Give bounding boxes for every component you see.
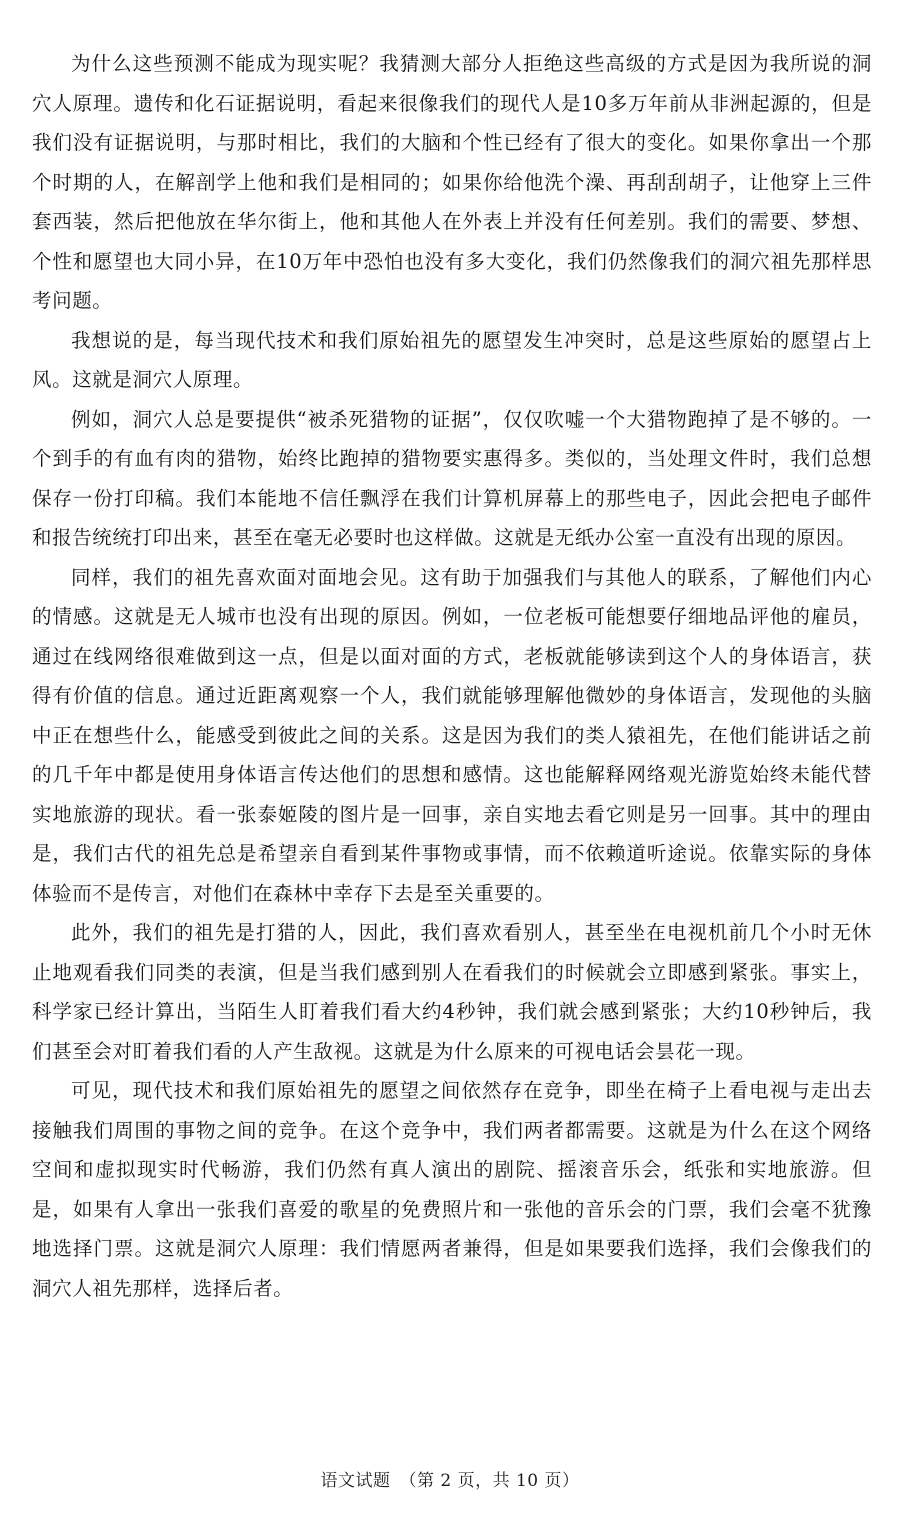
- paragraph-5: 此外，我们的祖先是打猎的人，因此，我们喜欢看别人，甚至坐在电视机前几个小时无休止地观看我们同类的表演，但是当我们感到别人在看我们的时候就会立即感到紧张。事实上，科学家已经计算出，当陌生人盯着我们看大约4秒钟，我们就会感到紧张；大约10秒钟后，我们甚至会对盯着我们看的人产生敌视。这就是为什么原来的可视电话会昙花一现。: [32, 921, 872, 1063]
- paragraph-4: 同样，我们的祖先喜欢面对面地会见。这有助于加强我们与其他人的联系，了解他们内心的情感。这就是无人城市也没有出现的原因。例如，一位老板可能想要仔细地品评他的雇员，通过在线网络很难做到这一点，但是以面对面的方式，老板就能够读到这个人的身体语言，获得有价值的信息。通过近距离观察一个人，我们就能够理解他微妙的身体语言，发现他的头脑中正在想些什么，能感受到彼此之间的关系。这是因为我们的类人猿祖先，在他们能讲话之前的几千年中都是使用身体语言传达他们的思想和感情。这也能解释网络观光游览始终未能代替实地旅游的现状。看一张泰姬陵的图片是一回事，亲自实地去看它则是另一回事。其中的理由是，我们古代的祖先总是希望亲自看到某件事物或事情，而不依赖道听途说。依靠实际的身体体验而不是传言，对他们在森林中幸存下去是至关重要的。: [32, 565, 872, 905]
- paragraph-6: 可见，现代技术和我们原始祖先的愿望之间依然存在竞争，即坐在椅子上看电视与走出去接触我们周围的事物之间的竞争。在这个竞争中，我们两者都需要。这就是为什么在这个网络空间和虚拟现实时代畅游，我们仍然有真人演出的剧院、摇滚音乐会，纸张和实地旅游。但是，如果有人拿出一张我们喜爱的歌星的免费照片和一张他的音乐会的门票，我们会毫不犹豫地选择门票。这就是洞穴人原理：我们情愿两者兼得，但是如果要我们选择，我们会像我们的洞穴人祖先那样，选择后者。: [32, 1079, 872, 1300]
- paragraph-1: 为什么这些预测不能成为现实呢？我猜测大部分人拒绝这些高级的方式是因为我所说的洞穴人原理。遗传和化石证据说明，看起来很像我们的现代人是10多万年前从非洲起源的，但是我们没有证据说明，与那时相比，我们的大脑和个性已经有了很大的变化。如果你拿出一个那个时期的人，在解剖学上他和我们是相同的；如果你给他洗个澡、再刮刮胡子，让他穿上三件套西装，然后把他放在华尔街上，他和其他人在外表上并没有任何差别。我们的需要、梦想、个性和愿望也大同小异，在10万年中恐怕也没有多大变化，我们仍然像我们的洞穴祖先那样思考问题。: [32, 52, 872, 312]
- article-body: [32, 44, 872, 1308]
- paragraph-3: 例如，洞穴人总是要提供“被杀死猎物的证据”，仅仅吹嘘一个大猎物跑掉了是不够的。一个到手的有血有肉的猎物，始终比跑掉的猎物要实惠得多。类似的，当处理文件时，我们总想保存一份打印稿。我们本能地不信任飘浮在我们计算机屏幕上的那些电子，因此会把电子邮件和报告统统打印出来，甚至在毫无必要时也这样做。这就是无纸办公室一直没有出现的原因。: [32, 407, 872, 549]
- paragraph-2: 我想说的是，每当现代技术和我们原始祖先的愿望发生冲突时，总是这些原始的愿望占上风。这就是洞穴人原理。: [32, 328, 872, 391]
- page-footer: 语文试题 （第 2 页，共 10 页）: [320, 1471, 580, 1491]
